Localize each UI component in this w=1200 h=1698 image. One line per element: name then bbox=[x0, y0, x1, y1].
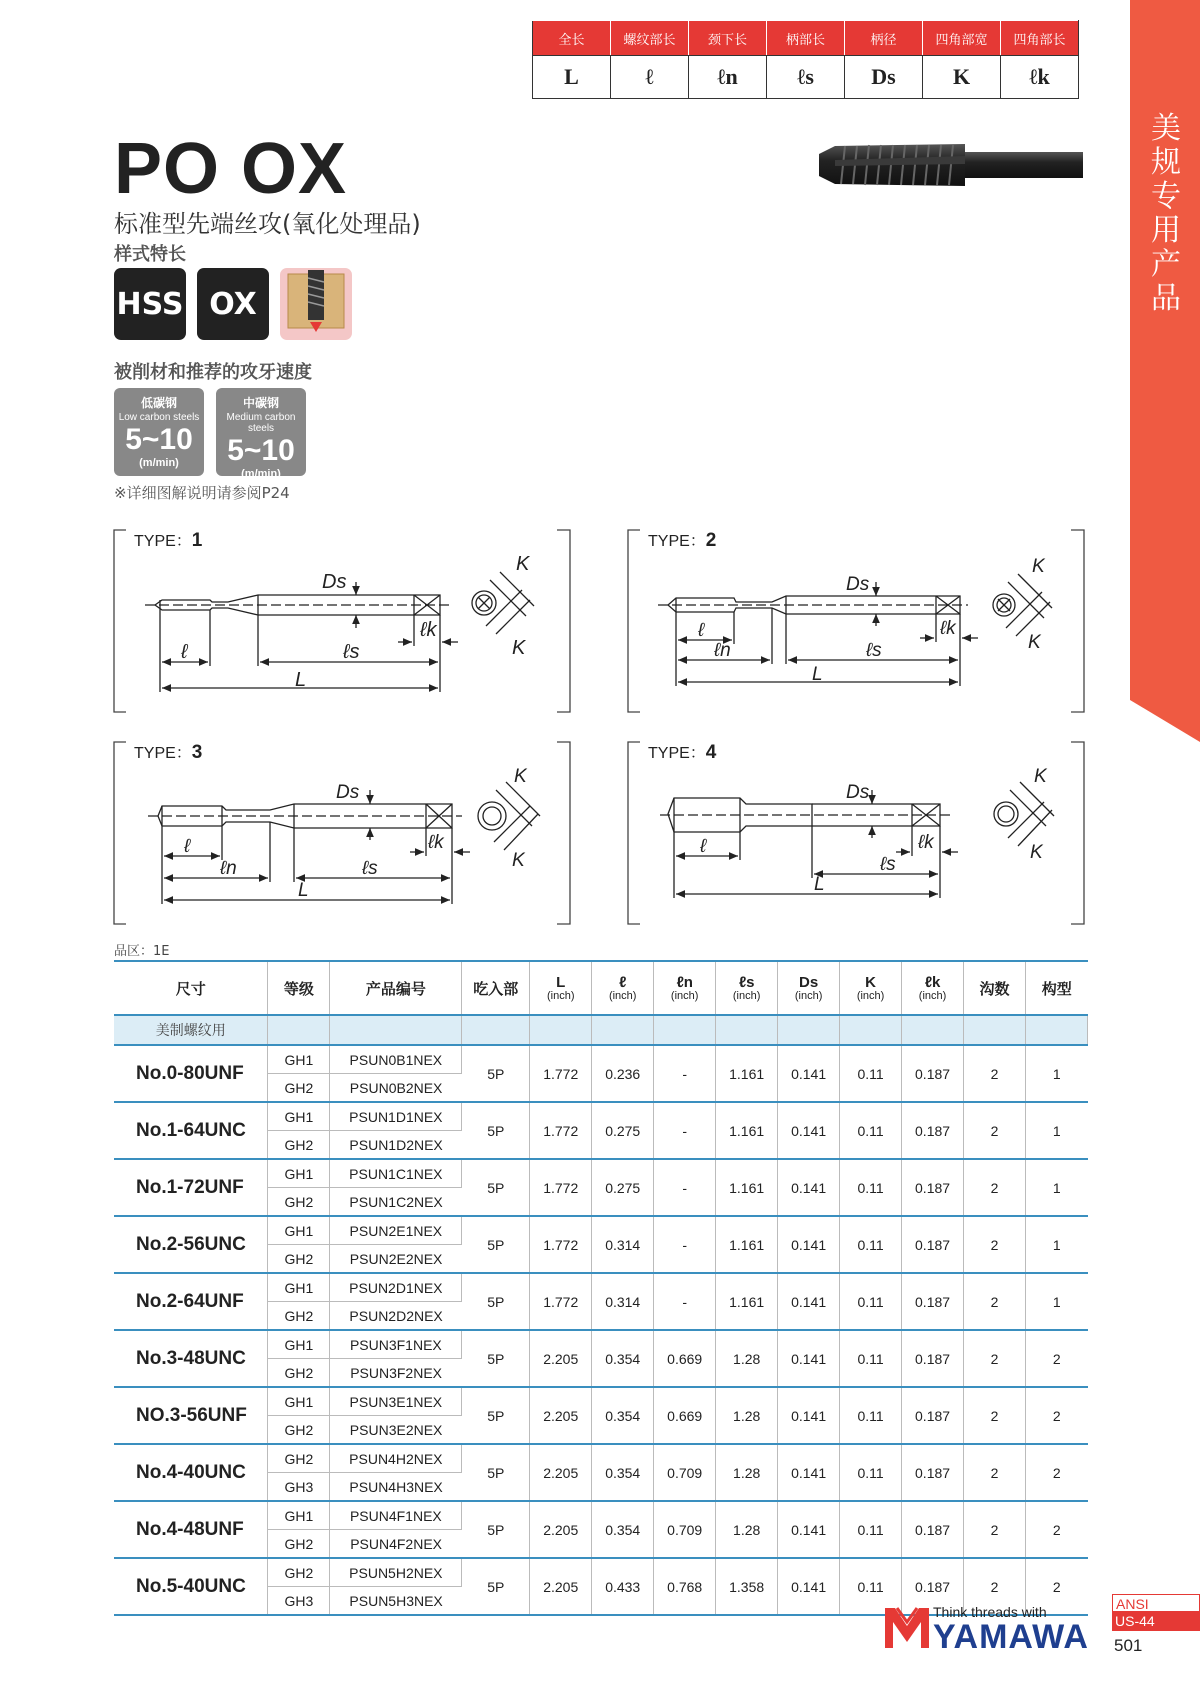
type-label: TYPE： bbox=[648, 533, 706, 550]
l-cell: 0.354 bbox=[592, 1387, 654, 1444]
type-diagrams bbox=[0, 520, 1100, 930]
column-header-label: ℓs bbox=[738, 973, 755, 991]
flutes-cell: 2 bbox=[964, 1501, 1026, 1558]
lk-cell: 0.187 bbox=[902, 1330, 964, 1387]
Ds-cell: 0.141 bbox=[778, 1273, 840, 1330]
chamfer-cell: 5P bbox=[462, 1558, 530, 1615]
L-cell: 1.772 bbox=[530, 1045, 592, 1102]
ls-cell: 1.161 bbox=[716, 1216, 778, 1273]
L-cell: 2.205 bbox=[530, 1444, 592, 1501]
svg-text:TYPE：1 bbox=[134, 530, 203, 551]
square-width-label: K bbox=[512, 637, 526, 659]
l-cell: 0.314 bbox=[592, 1273, 654, 1330]
product-code-cell: PSUN1C1NEX bbox=[330, 1159, 462, 1188]
overall-length-label: L bbox=[295, 669, 307, 691]
speed-material-cn: 中碳钢 bbox=[242, 396, 279, 410]
flutes-cell: 2 bbox=[964, 1330, 1026, 1387]
chamfer-cell: 5P bbox=[462, 1102, 530, 1159]
product-code-cell: PSUN0B2NEX bbox=[330, 1074, 462, 1103]
grade-cell: GH2 bbox=[268, 1131, 330, 1160]
ln-cell: - bbox=[654, 1159, 716, 1216]
overall-length-label: L bbox=[298, 880, 309, 901]
type-cell: 1 bbox=[1052, 1293, 1061, 1310]
brand-name: YAMAWA bbox=[933, 1618, 1089, 1656]
flutes-cell: 2 bbox=[964, 1387, 1026, 1444]
column-header bbox=[462, 961, 530, 1015]
Ds-cell: 0.141 bbox=[778, 1444, 840, 1501]
column-header bbox=[654, 961, 716, 1015]
product-table bbox=[114, 960, 1088, 1616]
L-cell: 2.205 bbox=[530, 1330, 592, 1387]
l-cell: 0.314 bbox=[592, 1216, 654, 1273]
Ds-cell: 0.141 bbox=[778, 1330, 840, 1387]
thread-length-label: ℓ bbox=[184, 836, 191, 857]
type-number: 3 bbox=[191, 742, 203, 763]
hss-badge: HSS bbox=[114, 268, 186, 340]
chamfer-cell: 5P bbox=[462, 1216, 530, 1273]
lk-cell: 0.187 bbox=[902, 1159, 964, 1216]
column-header bbox=[1025, 961, 1087, 1015]
column-header bbox=[964, 961, 1026, 1015]
K-cell: 0.11 bbox=[840, 1444, 902, 1501]
grade-cell: GH2 bbox=[268, 1188, 330, 1217]
grade-cell: GH3 bbox=[268, 1473, 330, 1502]
ds-label: Ds bbox=[846, 574, 870, 595]
ln-cell: - bbox=[654, 1216, 716, 1273]
flutes-cell: 2 bbox=[964, 1444, 1026, 1501]
lk-cell: 0.187 bbox=[902, 1444, 964, 1501]
legend-header: 四角部长 bbox=[1001, 21, 1079, 56]
column-header-label: Ds bbox=[799, 973, 819, 991]
category-label: 美制螺纹用 bbox=[114, 1015, 268, 1045]
K-cell: 0.11 bbox=[840, 1273, 902, 1330]
column-header bbox=[268, 961, 330, 1015]
column-header-label: ℓn bbox=[676, 973, 693, 991]
recommended-speed-label: 被削材和推荐的攻牙速度 bbox=[114, 362, 312, 383]
chamfer-cell: 5P bbox=[462, 1501, 530, 1558]
Ds-cell: 0.141 bbox=[778, 1102, 840, 1159]
legend-header: 颈下长 bbox=[689, 21, 767, 56]
flutes-cell: 2 bbox=[964, 1045, 1026, 1102]
thread-size-cell: No.3-48UNC bbox=[114, 1330, 268, 1387]
square-width-label: K bbox=[1030, 842, 1043, 863]
flutes-cell: 2 bbox=[964, 1159, 1026, 1216]
type-number: 1 bbox=[191, 530, 203, 551]
type-number: 2 bbox=[705, 530, 717, 551]
square-width-label: K bbox=[512, 850, 525, 871]
K-cell: 0.11 bbox=[840, 1387, 902, 1444]
product-code-cell: PSUN0B1NEX bbox=[330, 1045, 462, 1074]
features-label: 样式特长 bbox=[114, 244, 186, 265]
product-code-cell: PSUN3E2NEX bbox=[330, 1416, 462, 1445]
square-length-label: ℓk bbox=[420, 619, 437, 641]
Ds-cell: 0.141 bbox=[778, 1159, 840, 1216]
column-header bbox=[530, 961, 592, 1015]
ln-cell: 0.709 bbox=[654, 1444, 716, 1501]
type-cell: 2 bbox=[1052, 1521, 1061, 1538]
section-code: US-44 bbox=[1112, 1612, 1200, 1631]
column-header-label: 尺寸 bbox=[175, 980, 206, 998]
grade-cell: GH2 bbox=[268, 1558, 330, 1587]
product-code-cell: PSUN5H2NEX bbox=[330, 1558, 462, 1587]
thread-size-cell: No.0-80UNF bbox=[114, 1045, 268, 1102]
brand-tagline: Think threads with bbox=[933, 1604, 1047, 1620]
product-subtitle: 标准型先端丝攻(氧化处理品) bbox=[114, 210, 421, 238]
square-width-label: K bbox=[1034, 766, 1047, 787]
Ds-cell: 0.141 bbox=[778, 1216, 840, 1273]
table-row bbox=[114, 1102, 1088, 1131]
lk-cell: 0.187 bbox=[902, 1558, 964, 1615]
neck-length-label: ℓn bbox=[714, 640, 731, 661]
Ds-cell: 0.141 bbox=[778, 1045, 840, 1102]
legend-symbol: ℓk bbox=[1001, 56, 1079, 99]
column-header-unit: (inch) bbox=[856, 989, 885, 1002]
speed-low-carbon bbox=[114, 388, 204, 476]
grade-cell: GH1 bbox=[268, 1159, 330, 1188]
legend-symbol: L bbox=[533, 56, 611, 99]
type-number: 4 bbox=[705, 742, 717, 763]
square-width-label: K bbox=[514, 766, 527, 787]
ls-cell: 1.161 bbox=[716, 1045, 778, 1102]
standard-badge: ANSI bbox=[1112, 1594, 1200, 1612]
product-code-cell: PSUN3F2NEX bbox=[330, 1359, 462, 1388]
square-length-label: ℓk bbox=[940, 618, 956, 639]
L-cell: 2.205 bbox=[530, 1387, 592, 1444]
table-row bbox=[114, 1045, 1088, 1074]
grade-cell: GH2 bbox=[268, 1359, 330, 1388]
ox-badge: OX bbox=[197, 268, 269, 340]
chamfer-cell: 5P bbox=[462, 1387, 530, 1444]
square-width-label: K bbox=[516, 553, 530, 575]
ln-cell: 0.709 bbox=[654, 1501, 716, 1558]
l-cell: 0.275 bbox=[592, 1159, 654, 1216]
ls-cell: 1.161 bbox=[716, 1159, 778, 1216]
type-cell: 2 bbox=[1052, 1578, 1061, 1595]
grade-cell: GH1 bbox=[268, 1216, 330, 1245]
ls-cell: 1.358 bbox=[716, 1558, 778, 1615]
lk-cell: 0.187 bbox=[902, 1387, 964, 1444]
L-cell: 1.772 bbox=[530, 1216, 592, 1273]
chamfer-cell: 5P bbox=[462, 1330, 530, 1387]
flutes-cell: 2 bbox=[964, 1102, 1026, 1159]
svg-text:TYPE：3 bbox=[134, 742, 202, 763]
product-code-cell: PSUN1D2NEX bbox=[330, 1131, 462, 1160]
Ds-cell: 0.141 bbox=[778, 1501, 840, 1558]
product-code-cell: PSUN5H3NEX bbox=[330, 1587, 462, 1616]
product-code-cell: PSUN4F1NEX bbox=[330, 1501, 462, 1530]
lk-cell: 0.187 bbox=[902, 1501, 964, 1558]
table-row bbox=[114, 1444, 1088, 1473]
flutes-cell: 2 bbox=[964, 1216, 1026, 1273]
K-cell: 0.11 bbox=[840, 1330, 902, 1387]
column-header-label: ℓ bbox=[619, 973, 627, 991]
legend-header: 柄部长 bbox=[767, 21, 845, 56]
type-label: TYPE： bbox=[134, 533, 192, 550]
yamawa-logo-icon bbox=[883, 1604, 931, 1650]
square-width-label: K bbox=[1028, 632, 1041, 653]
column-header-unit: (inch) bbox=[670, 989, 699, 1002]
grade-cell: GH1 bbox=[268, 1045, 330, 1074]
thread-size-cell: No.4-40UNC bbox=[114, 1444, 268, 1501]
grade-cell: GH2 bbox=[268, 1245, 330, 1274]
L-cell: 1.772 bbox=[530, 1159, 592, 1216]
speed-value: 5~10 bbox=[125, 423, 193, 456]
overall-length-label: L bbox=[814, 874, 825, 895]
column-header bbox=[592, 961, 654, 1015]
grade-cell: GH1 bbox=[268, 1102, 330, 1131]
column-header-label: K bbox=[865, 973, 876, 991]
product-code-cell: PSUN1C2NEX bbox=[330, 1188, 462, 1217]
column-header bbox=[330, 961, 462, 1015]
lk-cell: 0.187 bbox=[902, 1273, 964, 1330]
K-cell: 0.11 bbox=[840, 1216, 902, 1273]
grade-cell: GH2 bbox=[268, 1416, 330, 1445]
grade-cell: GH1 bbox=[268, 1387, 330, 1416]
table-row bbox=[114, 1159, 1088, 1188]
table-row bbox=[114, 1387, 1088, 1416]
ln-cell: 0.768 bbox=[654, 1558, 716, 1615]
lk-cell: 0.187 bbox=[902, 1102, 964, 1159]
column-header-label: L bbox=[556, 973, 566, 991]
speed-medium-carbon bbox=[216, 388, 306, 480]
ls-cell: 1.28 bbox=[716, 1387, 778, 1444]
speed-material-en: Medium carbon steels bbox=[226, 412, 296, 434]
L-cell: 1.772 bbox=[530, 1102, 592, 1159]
table-row bbox=[114, 1273, 1088, 1302]
ls-cell: 1.28 bbox=[716, 1501, 778, 1558]
product-code-cell: PSUN4H3NEX bbox=[330, 1473, 462, 1502]
overall-length-label: L bbox=[812, 664, 823, 685]
svg-text:TYPE：4 bbox=[648, 742, 717, 763]
L-cell: 1.772 bbox=[530, 1273, 592, 1330]
ls-cell: 1.28 bbox=[716, 1444, 778, 1501]
type-label: TYPE： bbox=[134, 745, 192, 762]
legend-header: 螺纹部长 bbox=[611, 21, 689, 56]
type-label: TYPE： bbox=[648, 745, 706, 762]
type-cell: 1 bbox=[1052, 1179, 1061, 1196]
column-header-unit: (inch) bbox=[608, 989, 637, 1002]
ds-label: Ds bbox=[322, 571, 347, 593]
product-title: PO OX bbox=[114, 129, 348, 209]
page-number: 501 bbox=[1114, 1636, 1143, 1655]
shank-length-label: ℓs bbox=[343, 641, 360, 663]
thread-size-cell: No.2-64UNF bbox=[114, 1273, 268, 1330]
flutes-cell: 2 bbox=[964, 1558, 1026, 1615]
type-cell: 1 bbox=[1052, 1236, 1061, 1253]
shank-length-label: ℓs bbox=[880, 854, 896, 875]
square-length-label: ℓk bbox=[428, 832, 444, 853]
l-cell: 0.354 bbox=[592, 1501, 654, 1558]
product-code-cell: PSUN2D2NEX bbox=[330, 1302, 462, 1331]
ls-cell: 1.161 bbox=[716, 1102, 778, 1159]
K-cell: 0.11 bbox=[840, 1558, 902, 1615]
product-code-cell: PSUN2E2NEX bbox=[330, 1245, 462, 1274]
column-header-unit: (inch) bbox=[794, 989, 823, 1002]
ds-label: Ds bbox=[336, 782, 360, 803]
ds-label: Ds bbox=[846, 782, 870, 803]
column-header-label: 吃入部 bbox=[473, 980, 519, 998]
tap-product-image bbox=[815, 138, 1085, 192]
type-cell: 1 bbox=[1052, 1065, 1061, 1082]
thread-size-cell: NO.3-56UNF bbox=[114, 1387, 268, 1444]
thread-length-label: ℓ bbox=[698, 620, 705, 641]
chamfer-cell: 5P bbox=[462, 1045, 530, 1102]
type-cell: 1 bbox=[1052, 1122, 1061, 1139]
column-header-unit: (inch) bbox=[918, 989, 947, 1002]
tap-style-icon bbox=[280, 268, 352, 340]
neck-length-label: ℓn bbox=[220, 858, 237, 879]
K-cell: 0.11 bbox=[840, 1102, 902, 1159]
legend-header: 全长 bbox=[533, 21, 611, 56]
column-header bbox=[114, 961, 268, 1015]
grade-cell: GH2 bbox=[268, 1074, 330, 1103]
thread-length-label: ℓ bbox=[700, 836, 707, 857]
square-length-label: ℓk bbox=[918, 832, 934, 853]
column-header bbox=[778, 961, 840, 1015]
ls-cell: 1.28 bbox=[716, 1330, 778, 1387]
chamfer-cell: 5P bbox=[462, 1159, 530, 1216]
dimension-legend bbox=[532, 20, 1079, 99]
ln-cell: 0.669 bbox=[654, 1387, 716, 1444]
legend-header: 四角部宽 bbox=[923, 21, 1001, 56]
flutes-cell: 2 bbox=[964, 1273, 1026, 1330]
grade-cell: GH2 bbox=[268, 1444, 330, 1473]
grade-cell: GH3 bbox=[268, 1587, 330, 1616]
K-cell: 0.11 bbox=[840, 1045, 902, 1102]
chamfer-cell: 5P bbox=[462, 1273, 530, 1330]
ls-cell: 1.161 bbox=[716, 1273, 778, 1330]
ln-cell: 0.669 bbox=[654, 1330, 716, 1387]
speed-value: 5~10 bbox=[227, 434, 295, 467]
column-header-label: 等级 bbox=[283, 980, 314, 998]
column-header-label: 沟数 bbox=[979, 980, 1010, 998]
product-code-cell: PSUN3E1NEX bbox=[330, 1387, 462, 1416]
column-header bbox=[902, 961, 964, 1015]
column-header-label: 产品编号 bbox=[365, 980, 426, 998]
category-row bbox=[114, 1015, 1088, 1045]
grade-cell: GH2 bbox=[268, 1302, 330, 1331]
square-width-label: K bbox=[1032, 556, 1045, 577]
type-cell: 2 bbox=[1052, 1407, 1061, 1424]
thread-size-cell: No.1-64UNC bbox=[114, 1102, 268, 1159]
ln-cell: - bbox=[654, 1273, 716, 1330]
speed-unit: (m/min) bbox=[139, 457, 179, 469]
L-cell: 2.205 bbox=[530, 1501, 592, 1558]
table-row bbox=[114, 1330, 1088, 1359]
thread-size-cell: No.1-72UNF bbox=[114, 1159, 268, 1216]
K-cell: 0.11 bbox=[840, 1159, 902, 1216]
zone-label: 品区：1E bbox=[114, 944, 170, 959]
side-tab-label: 美规专用产品 bbox=[1151, 111, 1181, 316]
grade-cell: GH1 bbox=[268, 1273, 330, 1302]
l-cell: 0.354 bbox=[592, 1444, 654, 1501]
grade-cell: GH1 bbox=[268, 1330, 330, 1359]
speed-material-cn: 低碳钢 bbox=[140, 396, 177, 410]
Ds-cell: 0.141 bbox=[778, 1558, 840, 1615]
lk-cell: 0.187 bbox=[902, 1045, 964, 1102]
chamfer-cell: 5P bbox=[462, 1444, 530, 1501]
column-header bbox=[716, 961, 778, 1015]
ln-cell: - bbox=[654, 1045, 716, 1102]
legend-symbol: Ds bbox=[845, 56, 923, 99]
product-code-cell: PSUN4F2NEX bbox=[330, 1530, 462, 1559]
column-header bbox=[840, 961, 902, 1015]
legend-header: 柄径 bbox=[845, 21, 923, 56]
type-cell: 2 bbox=[1052, 1464, 1061, 1481]
thread-size-cell: No.5-40UNC bbox=[114, 1558, 268, 1615]
column-header-label: ℓk bbox=[924, 973, 941, 991]
thread-size-cell: No.4-48UNF bbox=[114, 1501, 268, 1558]
l-cell: 0.354 bbox=[592, 1330, 654, 1387]
reference-note: ※详细图解说明请参阅P24 bbox=[114, 484, 290, 502]
grade-cell: GH2 bbox=[268, 1530, 330, 1559]
product-code-cell: PSUN2E1NEX bbox=[330, 1216, 462, 1245]
legend-symbol: ℓ bbox=[611, 56, 689, 99]
product-code-cell: PSUN2D1NEX bbox=[330, 1273, 462, 1302]
speed-unit: (m/min) bbox=[241, 468, 281, 480]
product-code-cell: PSUN4H2NEX bbox=[330, 1444, 462, 1473]
svg-text:TYPE：2 bbox=[648, 530, 716, 551]
table-row bbox=[114, 1216, 1088, 1245]
l-cell: 0.236 bbox=[592, 1045, 654, 1102]
Ds-cell: 0.141 bbox=[778, 1387, 840, 1444]
legend-symbol: K bbox=[923, 56, 1001, 99]
product-code-cell: PSUN1D1NEX bbox=[330, 1102, 462, 1131]
grade-cell: GH1 bbox=[268, 1501, 330, 1530]
type-cell: 2 bbox=[1052, 1350, 1061, 1367]
lk-cell: 0.187 bbox=[902, 1216, 964, 1273]
shank-length-label: ℓs bbox=[866, 640, 882, 661]
column-header-unit: (inch) bbox=[546, 989, 575, 1002]
product-code-cell: PSUN3F1NEX bbox=[330, 1330, 462, 1359]
speed-material-en: Low carbon steels bbox=[118, 412, 200, 423]
L-cell: 2.205 bbox=[530, 1558, 592, 1615]
table-row bbox=[114, 1558, 1088, 1587]
legend-symbol: ℓs bbox=[767, 56, 845, 99]
l-cell: 0.433 bbox=[592, 1558, 654, 1615]
column-header-unit: (inch) bbox=[732, 989, 761, 1002]
table-row bbox=[114, 1501, 1088, 1530]
ln-cell: - bbox=[654, 1102, 716, 1159]
legend-symbol: ℓn bbox=[689, 56, 767, 99]
K-cell: 0.11 bbox=[840, 1501, 902, 1558]
thread-length-label: ℓ bbox=[181, 641, 188, 663]
shank-length-label: ℓs bbox=[362, 858, 378, 879]
l-cell: 0.275 bbox=[592, 1102, 654, 1159]
column-header-label: 构型 bbox=[1041, 980, 1072, 998]
thread-size-cell: No.2-56UNC bbox=[114, 1216, 268, 1273]
